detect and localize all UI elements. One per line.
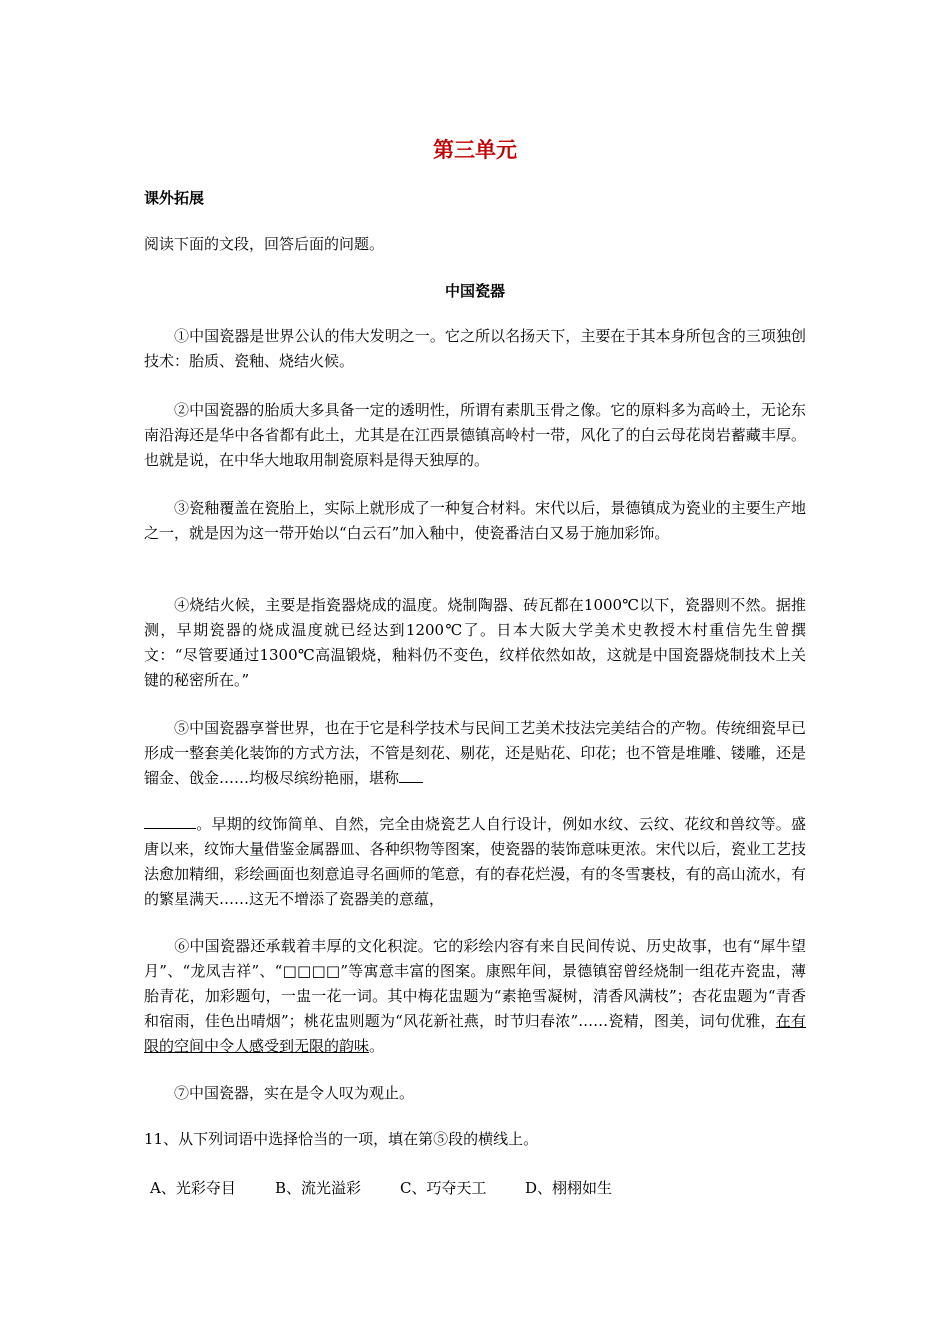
paragraph-3: ③瓷釉覆盖在瓷胎上，实际上就形成了一种复合材料。宋代以后，景德镇成为瓷业的主要生产地之一，就是因为这一带开始以“白云石”加入釉中，使瓷番洁白又易于施加彩饰。 — [144, 499, 806, 542]
article-title: 中国瓷器 — [444, 282, 505, 300]
paragraph-4: ④烧结火候，主要是指瓷器烧成的温度。烧制陶器、砖瓦都在1000℃以下，瓷器则不然。据推测，早期瓷器的烧成温度就已经达到1200℃了。日本大阪大学美术史教授木村重信先生曾撰文：“尽管要通过1300℃高温锻烧，釉料仍不变色，纹样依然如故，这就是中国瓷器烧制技术上关键的秘密所在。” — [144, 596, 806, 689]
unit-title: 第三单元 — [433, 138, 517, 162]
section-heading: 课外拓展 — [144, 189, 205, 207]
underlined-sentence: 在有限的空间中令人感受到无限的韵味 — [144, 1012, 806, 1055]
paragraph-1: ①中国瓷器是世界公认的伟大发明之一。它之所以名扬天下，主要在于其本身所包含的三项独创技术：胎质、瓷釉、烧结火候。 — [144, 327, 806, 370]
option-c: C、巧夺天工 — [400, 1179, 487, 1197]
fill-in-blank-end — [399, 768, 423, 783]
paragraph-6: ⑥中国瓷器还承载着丰厚的文化积淀。它的彩绘内容有来自民间传说、历史故事，也有“犀牛望月”、“龙凤吉祥”、“□□□□”等寓意丰富的图案。康熙年间，景德镇窑曾经烧制一组花卉瓷盅，薄胎青花，加彩题句，一盅一花一词。其中梅花盅题为“素艳雪凝树，清香风满枝”；杏花盅题为“青香和宿雨，佳色出晴烟”；桃花盅则题为“风花新社燕，时节归春浓”……瓷精，图美，词句优雅，在有限的空间中令人感受到无限的韵味。 — [144, 937, 806, 1055]
paragraph-2: ②中国瓷器的胎质大多具备一定的透明性，所谓有素肌玉骨之像。它的原料多为高岭土，无论东南沿海还是华中各省都有此土，尤其是在江西景德镇高岭村一带，风化了的白云母花岗岩蓄藏丰厚。也就是说，在中华大地取用制瓷原料是得天独厚的。 — [144, 401, 806, 469]
option-b: B、流光溢彩 — [275, 1179, 362, 1197]
option-a: A、光彩夺目 — [150, 1179, 236, 1197]
fill-in-blank-start — [144, 814, 196, 829]
question-11: 11、从下列词语中选择恰当的一项，填在第⑤段的横线上。 — [144, 1130, 539, 1148]
instruction-text: 阅读下面的文段，回答后面的问题。 — [144, 235, 385, 253]
option-d: D、栩栩如生 — [525, 1179, 613, 1197]
paragraph-5-part-1: ⑤中国瓷器享誉世界，也在于它是科学技术与民间工艺美术技法完美结合的产物。传统细瓷早已形成一整套美化装饰的方式方法，不管是刻花、剔花，还是贴花、印花；也不管是堆雕、镂雕，还是镏金、戗金……均极尽缤纷艳丽，堪称 — [144, 719, 806, 787]
paragraph-5-part-2: 。早期的纹饰简单、自然，完全由烧瓷艺人自行设计，例如水纹、云纹、花纹和兽纹等。盛唐以来，纹饰大量借鉴金属器皿、各种织物等图案，使瓷器的装饰意味更浓。宋代以后，瓷业工艺技法愈加精细，彩绘画面也刻意追寻名画师的笔意，有的春花烂漫，有的冬雪裹枝，有的高山流水，有的繁星满天……这无不增添了瓷器美的意蕴， — [144, 815, 806, 908]
paragraph-7: ⑦中国瓷器，实在是令人叹为观止。 — [174, 1084, 415, 1102]
answer-options — [150, 1176, 650, 1200]
